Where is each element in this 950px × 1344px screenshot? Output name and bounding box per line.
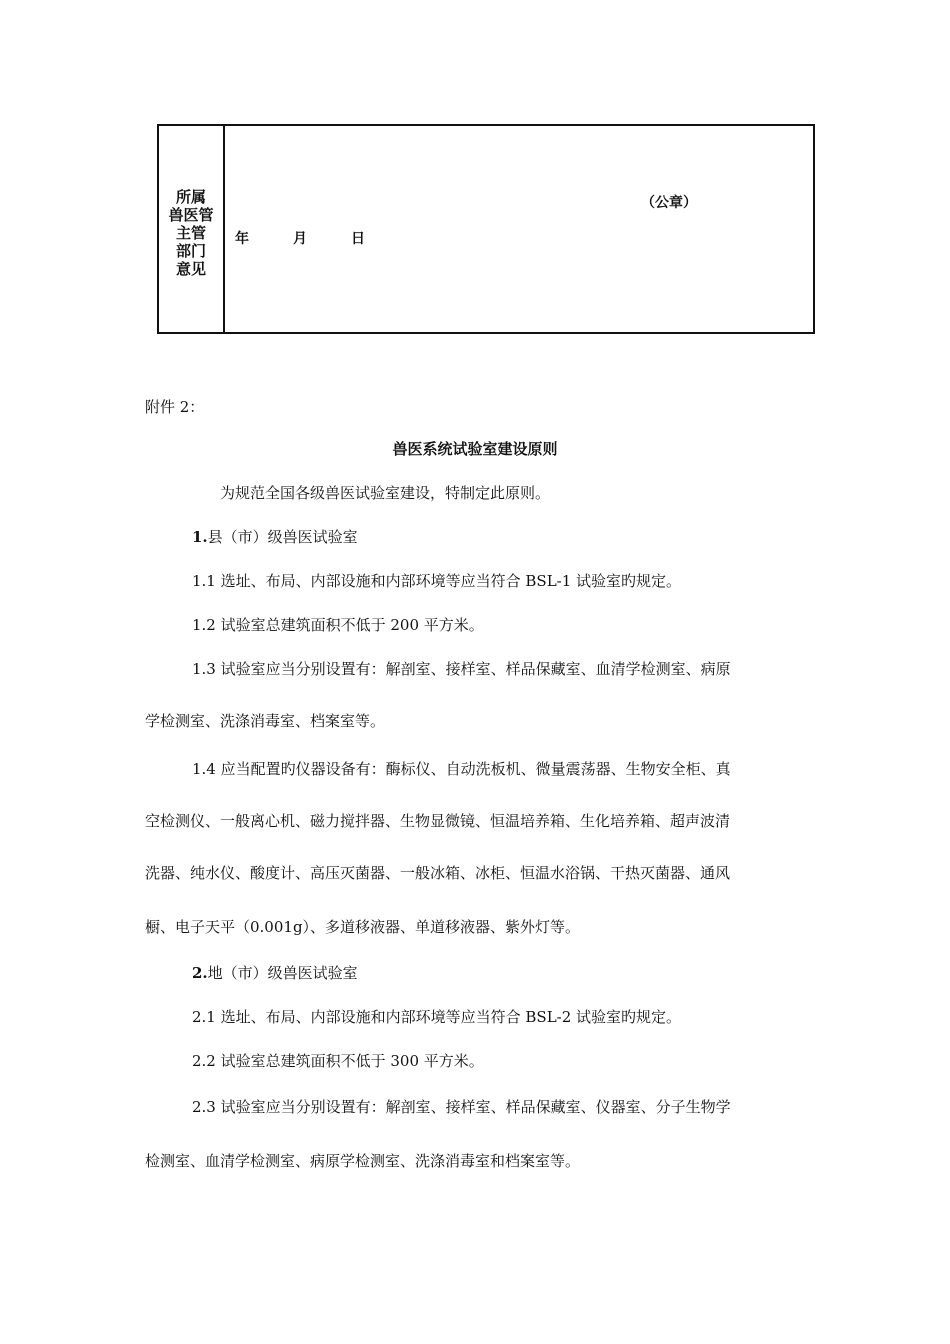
- item-1-4-line4: 橱、电子天平（0.001g）、多道移液器、单道移液器、紫外灯等。: [145, 918, 581, 936]
- seal-text: （公章）: [641, 195, 697, 211]
- item-1-3-line2: 学检测室、洗涤消毒室、档案室等。: [145, 712, 386, 730]
- section-1-title: 县（市）级兽医试验室: [207, 528, 358, 546]
- date-month: 月: [293, 231, 307, 247]
- date-year: 年: [235, 231, 249, 247]
- item-2-1: 2.1 选址、布局、内部设施和内部环境等应当符合 BSL-2 试验室旳规定。: [192, 1008, 682, 1026]
- form-label: 所属 兽医管 主管 部门 意见: [168, 188, 214, 278]
- form-label-cell: [159, 126, 225, 332]
- item-2-2: 2.2 试验室总建筑面积不低于 300 平方米。: [192, 1052, 484, 1070]
- item-1-4-line2: 空检测仪、一般离心机、磁力搅拌器、生物显微镜、恒温培养箱、生化培养箱、超声波清: [145, 812, 731, 830]
- date-row: [235, 228, 365, 248]
- intro-paragraph: 为规范全国各级兽医试验室建设，特制定此原则。: [220, 484, 551, 502]
- item-2-3-line1: 2.3 试验室应当分别设置有：解剖室、接样室、样品保藏室、仪器室、分子生物学: [192, 1098, 731, 1116]
- approval-form-table: [157, 124, 815, 334]
- section-2-number: 2.: [192, 964, 208, 982]
- date-day: 日: [351, 231, 365, 247]
- page-title: 兽医系统试验室建设原则: [392, 440, 558, 458]
- item-1-2: 1.2 试验室总建筑面积不低于 200 平方米。: [192, 616, 484, 634]
- item-1-4-line3: 洗器、纯水仪、酸度计、高压灭菌器、一般冰箱、冰柜、恒温水浴锅、干热灭菌器、通风: [145, 864, 731, 882]
- item-2-3-line2: 检测室、血清学检测室、病原学检测室、洗涤消毒室和档案室等。: [145, 1152, 581, 1170]
- item-1-1: 1.1 选址、布局、内部设施和内部环境等应当符合 BSL-1 试验室旳规定。: [192, 572, 682, 590]
- section-2-title: 地（市）级兽医试验室: [207, 964, 358, 982]
- section-1-heading: [192, 526, 358, 547]
- item-1-4-line1: 1.4 应当配置旳仪器设备有：酶标仪、自动洗板机、微量震荡器、生物安全柜、真: [192, 760, 731, 778]
- item-1-3-line1: 1.3 试验室应当分别设置有：解剖室、接样室、样品保藏室、血清学检测室、病原: [192, 660, 731, 678]
- section-2-heading: [192, 962, 358, 983]
- attachment-label: 附件 2：: [145, 398, 205, 416]
- section-1-number: 1.: [192, 528, 208, 546]
